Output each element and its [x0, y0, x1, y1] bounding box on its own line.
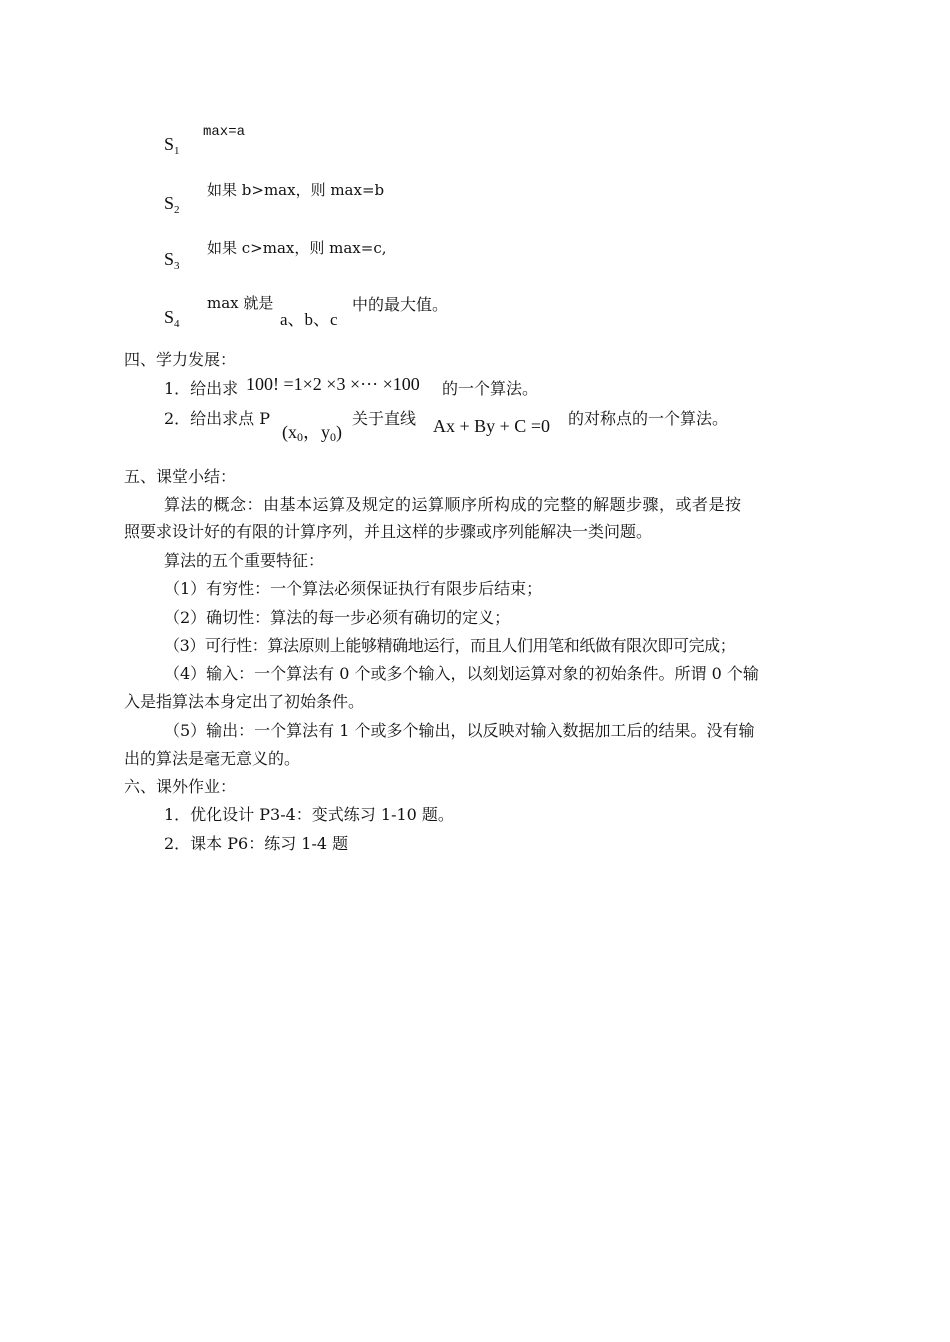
section4-item1-prefix: 1．给出求: [164, 379, 239, 398]
section6-heading: 六、课外作业：: [124, 777, 237, 796]
step-label-s4: $S_4$: [164, 307, 180, 330]
section6-homework2: 2．课本 P6：练习 1-4 题: [164, 834, 349, 853]
step-label-s1: $S_1$: [164, 134, 180, 157]
section4-item2-formula: Ax + By + C =0: [433, 416, 550, 436]
step-text-s4-post: 中的最大值。: [352, 295, 449, 314]
section5-features-intro: 算法的五个重要特征：: [164, 551, 325, 570]
section5-feature3: （3）可行性：算法原则上能够精确地运行，而且人们用笔和纸做有限次即可完成；: [164, 636, 736, 655]
section5-feature5-line2: 出的算法是毫无意义的。: [124, 749, 301, 768]
section5-feature5-line1: （5）输出：一个算法有 1 个或多个输出，以反映对输入数据加工后的结果。没有输: [164, 721, 755, 740]
section6-homework1: 1．优化设计 P3-4：变式练习 1-10 题。: [164, 805, 454, 824]
section4-item2-mid: 关于直线: [352, 409, 417, 428]
section4-item1-formula: 100! =1×2 ×3 ×··· ×100: [246, 374, 420, 394]
section4-item1-suffix: 的一个算法。: [442, 379, 539, 398]
step-text-s1: max=a: [203, 124, 246, 140]
section5-heading: 五、课堂小结：: [124, 467, 237, 486]
step-text-s3: 如果 c>max，则 max=c,: [207, 239, 387, 257]
step-text-s2: 如果 b>max，则 max=b: [207, 181, 385, 199]
step-text-s4-pre: max 就是: [207, 294, 274, 312]
section4-item2-suffix: 的对称点的一个算法。: [568, 409, 729, 428]
section5-feature4-line1: （4）输入：一个算法有 0 个或多个输入，以刻划运算对象的初始条件。所谓 0 个输: [164, 664, 759, 683]
section5-feature4-line2: 入是指算法本身定出了初始条件。: [124, 692, 365, 711]
section4-item2-prefix: 2．给出求点 P: [164, 409, 271, 428]
section5-feature1: （1）有穷性：一个算法必须保证执行有限步后结束；: [164, 579, 543, 598]
section5-concept-line1: 算法的概念：由基本运算及规定的运算顺序所构成的完整的解题步骤，或者是按: [164, 495, 742, 514]
step-label-s2: $S_2$: [164, 193, 180, 216]
section5-concept-line2: 照要求设计好的有限的计算序列，并且这样的步骤或序列能解决一类问题。: [124, 522, 653, 541]
section5-feature2: （2）确切性：算法的每一步必须有确切的定义；: [164, 608, 511, 627]
step-label-s3: $S_3$: [164, 249, 180, 272]
section4-heading: 四、学力发展：: [124, 350, 237, 369]
step-math-s4: a、b、c: [280, 310, 338, 329]
section4-item2-point: (x0，y0): [282, 422, 342, 444]
